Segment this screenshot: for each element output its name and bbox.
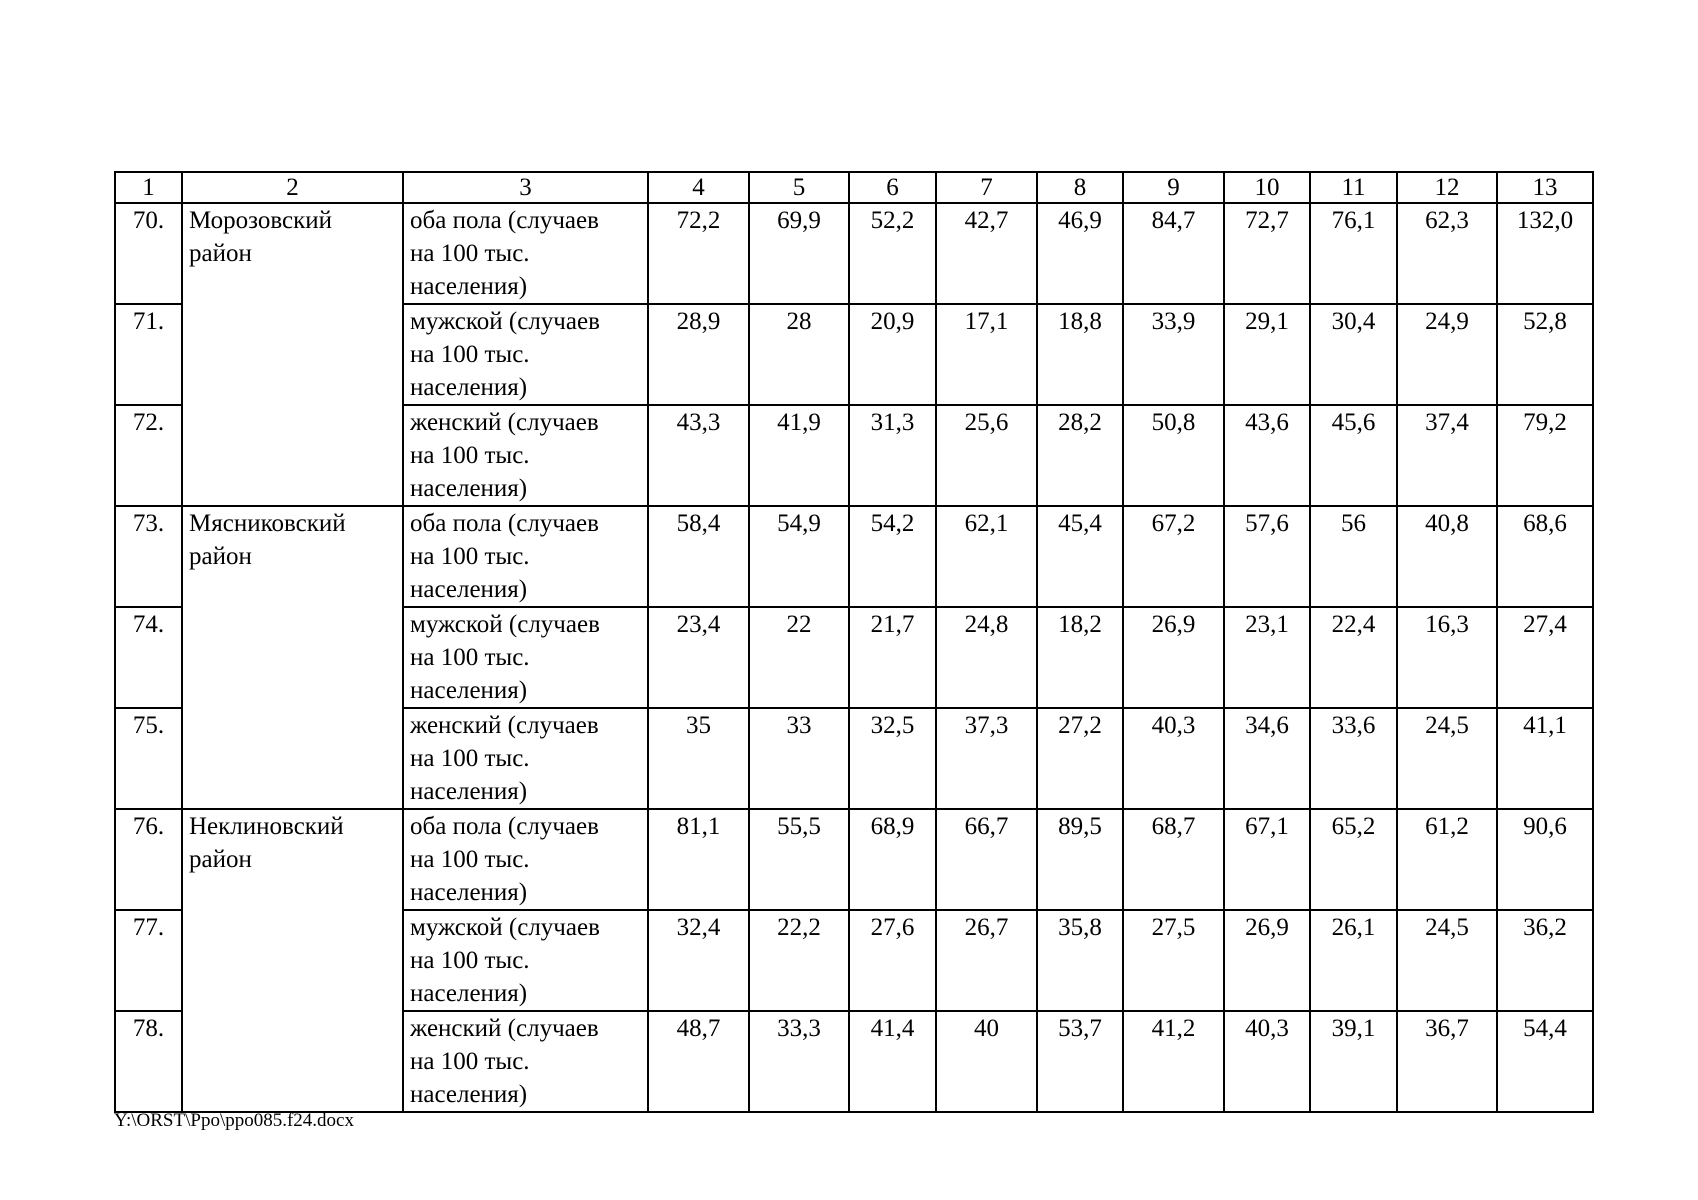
value-cell: 40 — [936, 1011, 1037, 1112]
value-cell: 22,2 — [749, 910, 849, 1011]
column-number-header: 10 — [1224, 172, 1310, 203]
column-number-header: 4 — [648, 172, 749, 203]
row-number-cell: 77. — [115, 910, 182, 1011]
value-cell: 17,1 — [936, 304, 1037, 405]
value-cell: 53,7 — [1037, 1011, 1123, 1112]
value-cell: 16,3 — [1397, 607, 1497, 708]
value-cell: 21,7 — [849, 607, 936, 708]
value-cell: 24,9 — [1397, 304, 1497, 405]
value-cell: 62,3 — [1397, 203, 1497, 304]
value-cell: 27,4 — [1497, 607, 1593, 708]
value-cell: 132,0 — [1497, 203, 1593, 304]
value-cell: 54,2 — [849, 506, 936, 607]
row-number-cell: 76. — [115, 809, 182, 910]
column-number-header: 2 — [182, 172, 403, 203]
value-cell: 45,4 — [1037, 506, 1123, 607]
value-cell: 67,1 — [1224, 809, 1310, 910]
row-number-cell: 72. — [115, 405, 182, 506]
table-row — [115, 203, 1593, 304]
value-cell: 26,9 — [1123, 607, 1224, 708]
row-number-cell: 73. — [115, 506, 182, 607]
value-cell: 33 — [749, 708, 849, 809]
column-number-header: 11 — [1310, 172, 1397, 203]
value-cell: 50,8 — [1123, 405, 1224, 506]
indicator-description-cell: женский (случаев на 100 тыс. населения) — [403, 1011, 648, 1112]
column-number-header: 6 — [849, 172, 936, 203]
value-cell: 84,7 — [1123, 203, 1224, 304]
value-cell: 40,8 — [1397, 506, 1497, 607]
value-cell: 81,1 — [648, 809, 749, 910]
value-cell: 52,8 — [1497, 304, 1593, 405]
value-cell: 54,4 — [1497, 1011, 1593, 1112]
district-name-cell: Мясниковский район — [182, 506, 403, 809]
value-cell: 36,2 — [1497, 910, 1593, 1011]
value-cell: 48,7 — [648, 1011, 749, 1112]
value-cell: 29,1 — [1224, 304, 1310, 405]
value-cell: 39,1 — [1310, 1011, 1397, 1112]
value-cell: 27,2 — [1037, 708, 1123, 809]
value-cell: 24,8 — [936, 607, 1037, 708]
value-cell: 37,3 — [936, 708, 1037, 809]
value-cell: 34,6 — [1224, 708, 1310, 809]
file-path-footer: Y:\ORST\Ppo\ppo085.f24.docx — [114, 1110, 354, 1131]
value-cell: 76,1 — [1310, 203, 1397, 304]
value-cell: 18,2 — [1037, 607, 1123, 708]
value-cell: 55,5 — [749, 809, 849, 910]
column-number-header: 7 — [936, 172, 1037, 203]
value-cell: 30,4 — [1310, 304, 1397, 405]
value-cell: 33,3 — [749, 1011, 849, 1112]
value-cell: 42,7 — [936, 203, 1037, 304]
value-cell: 35,8 — [1037, 910, 1123, 1011]
value-cell: 40,3 — [1224, 1011, 1310, 1112]
value-cell: 68,6 — [1497, 506, 1593, 607]
value-cell: 56 — [1310, 506, 1397, 607]
indicator-description-cell: мужской (случаев на 100 тыс. населения) — [403, 910, 648, 1011]
value-cell: 37,4 — [1397, 405, 1497, 506]
row-number-cell: 75. — [115, 708, 182, 809]
value-cell: 89,5 — [1037, 809, 1123, 910]
value-cell: 24,5 — [1397, 708, 1497, 809]
table-body — [115, 172, 1593, 1112]
value-cell: 41,4 — [849, 1011, 936, 1112]
table-row — [115, 809, 1593, 910]
value-cell: 32,5 — [849, 708, 936, 809]
value-cell: 22 — [749, 607, 849, 708]
value-cell: 23,4 — [648, 607, 749, 708]
column-number-header: 5 — [749, 172, 849, 203]
value-cell: 18,8 — [1037, 304, 1123, 405]
value-cell: 28 — [749, 304, 849, 405]
district-name-cell: Неклиновский район — [182, 809, 403, 1112]
value-cell: 72,2 — [648, 203, 749, 304]
indicator-description-cell: оба пола (случаев на 100 тыс. населения) — [403, 203, 648, 304]
value-cell: 54,9 — [749, 506, 849, 607]
value-cell: 79,2 — [1497, 405, 1593, 506]
district-name-cell: Морозовский район — [182, 203, 403, 506]
value-cell: 45,6 — [1310, 405, 1397, 506]
indicator-description-cell: оба пола (случаев на 100 тыс. населения) — [403, 809, 648, 910]
value-cell: 68,7 — [1123, 809, 1224, 910]
value-cell: 58,4 — [648, 506, 749, 607]
row-number-cell: 70. — [115, 203, 182, 304]
row-number-cell: 74. — [115, 607, 182, 708]
value-cell: 35 — [648, 708, 749, 809]
value-cell: 36,7 — [1397, 1011, 1497, 1112]
indicator-description-cell: мужской (случаев на 100 тыс. населения) — [403, 607, 648, 708]
value-cell: 26,1 — [1310, 910, 1397, 1011]
value-cell: 69,9 — [749, 203, 849, 304]
value-cell: 40,3 — [1123, 708, 1224, 809]
indicator-description-cell: оба пола (случаев на 100 тыс. населения) — [403, 506, 648, 607]
value-cell: 72,7 — [1224, 203, 1310, 304]
column-number-header: 8 — [1037, 172, 1123, 203]
value-cell: 28,9 — [648, 304, 749, 405]
value-cell: 66,7 — [936, 809, 1037, 910]
value-cell: 20,9 — [849, 304, 936, 405]
column-number-header-row — [115, 172, 1593, 203]
column-number-header: 3 — [403, 172, 648, 203]
value-cell: 33,6 — [1310, 708, 1397, 809]
column-number-header: 9 — [1123, 172, 1224, 203]
value-cell: 57,6 — [1224, 506, 1310, 607]
statistics-table — [114, 171, 1594, 1113]
value-cell: 46,9 — [1037, 203, 1123, 304]
value-cell: 32,4 — [648, 910, 749, 1011]
value-cell: 27,5 — [1123, 910, 1224, 1011]
indicator-description-cell: женский (случаев на 100 тыс. населения) — [403, 405, 648, 506]
value-cell: 26,7 — [936, 910, 1037, 1011]
value-cell: 24,5 — [1397, 910, 1497, 1011]
value-cell: 41,9 — [749, 405, 849, 506]
column-number-header: 13 — [1497, 172, 1593, 203]
value-cell: 41,2 — [1123, 1011, 1224, 1112]
value-cell: 23,1 — [1224, 607, 1310, 708]
value-cell: 62,1 — [936, 506, 1037, 607]
value-cell: 31,3 — [849, 405, 936, 506]
value-cell: 67,2 — [1123, 506, 1224, 607]
value-cell: 22,4 — [1310, 607, 1397, 708]
row-number-cell: 71. — [115, 304, 182, 405]
value-cell: 25,6 — [936, 405, 1037, 506]
value-cell: 26,9 — [1224, 910, 1310, 1011]
value-cell: 28,2 — [1037, 405, 1123, 506]
table-row — [115, 506, 1593, 607]
value-cell: 43,3 — [648, 405, 749, 506]
value-cell: 61,2 — [1397, 809, 1497, 910]
value-cell: 33,9 — [1123, 304, 1224, 405]
value-cell: 27,6 — [849, 910, 936, 1011]
column-number-header: 12 — [1397, 172, 1497, 203]
indicator-description-cell: мужской (случаев на 100 тыс. населения) — [403, 304, 648, 405]
indicator-description-cell: женский (случаев на 100 тыс. населения) — [403, 708, 648, 809]
value-cell: 68,9 — [849, 809, 936, 910]
value-cell: 65,2 — [1310, 809, 1397, 910]
value-cell: 52,2 — [849, 203, 936, 304]
column-number-header: 1 — [115, 172, 182, 203]
value-cell: 90,6 — [1497, 809, 1593, 910]
value-cell: 43,6 — [1224, 405, 1310, 506]
value-cell: 41,1 — [1497, 708, 1593, 809]
row-number-cell: 78. — [115, 1011, 182, 1112]
